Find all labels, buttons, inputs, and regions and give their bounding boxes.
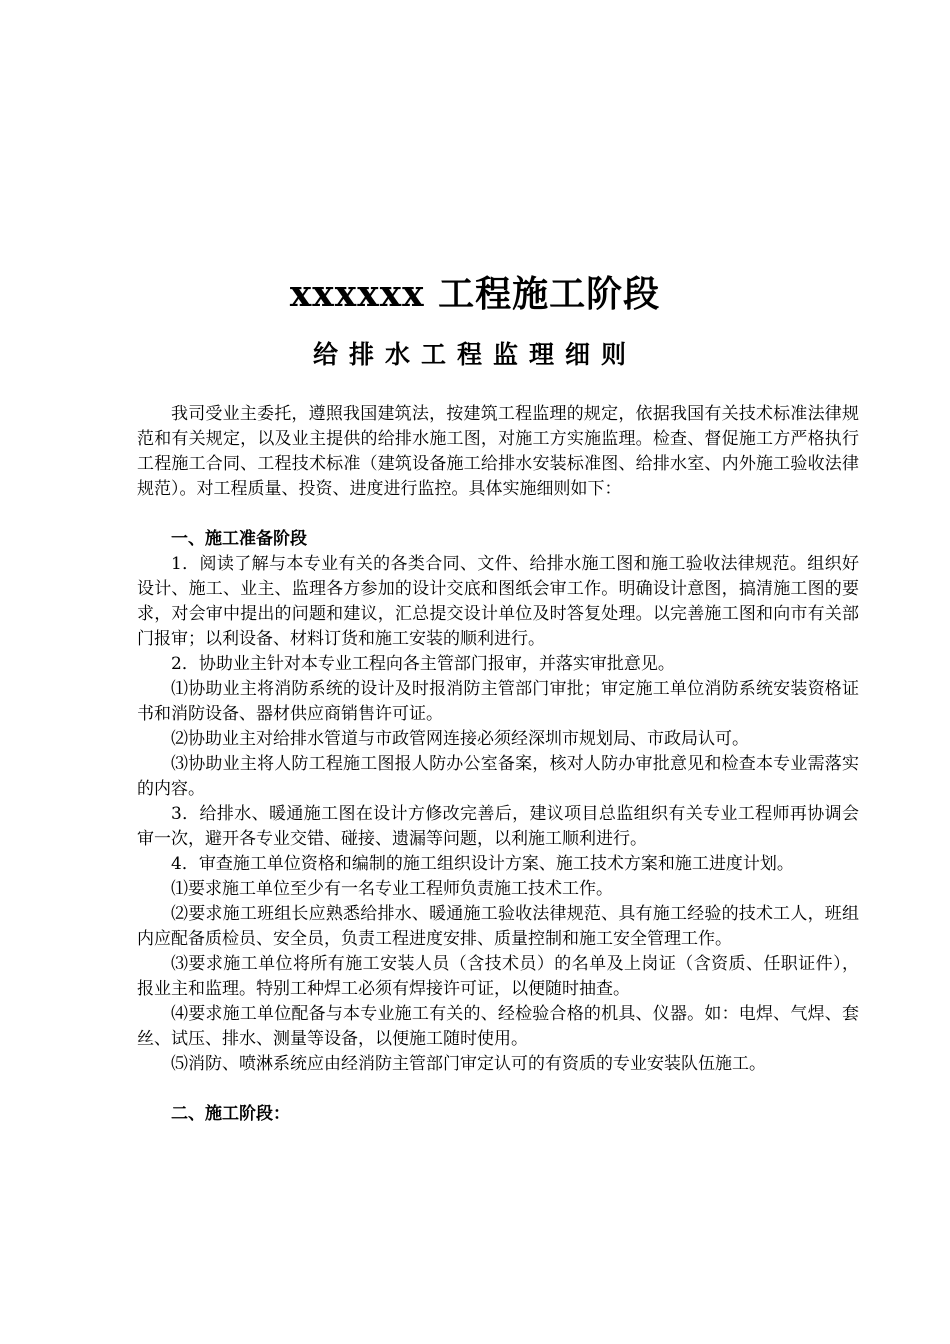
- document-title: xxxxxx 工程施工阶段: [289, 273, 661, 315]
- item-2-2: ⑵协助业主对给排水管道与市政管网连接必须经深圳市规划局、市政局认可。: [171, 729, 749, 749]
- item-3: 3．给排水、暖通施工图在设计方修改完善后，建议项目总监组织有关专业工程师再协调会审一次，避开各专业交错、碰接、遗漏等问题，以利施工顺利进行。: [137, 804, 859, 849]
- item-2: 2．协助业主针对本专业工程向各主管部门报审，并落实审批意见。: [171, 654, 675, 674]
- section-heading-2: 二、施工阶段：: [171, 1104, 290, 1124]
- document-body: [137, 402, 859, 1127]
- paragraph-gap: [137, 502, 859, 527]
- item-4-1: ⑴要求施工单位至少有一名专业工程师负责施工技术工作。: [171, 879, 613, 899]
- paragraph-gap: [137, 1077, 859, 1102]
- item-4-3: ⑶要求施工单位将所有施工安装人员（含技术员）的名单及上岗证（含资质、任职证件），报业主和监理。特别工种焊工必须有焊接许可证，以便随时抽查。: [137, 954, 859, 999]
- item-2-3: ⑶协助业主将人防工程施工图报人防办公室备案，核对人防办审批意见和检查本专业需落实的内容。: [137, 754, 859, 799]
- document-subtitle: 给排水工程监理细则: [312, 340, 637, 369]
- item-4-2: ⑵要求施工班组长应熟悉给排水、暖通施工验收法律规范、具有施工经验的技术工人，班组内应配备质检员、安全员，负责工程进度安排、质量控制和施工安全管理工作。: [137, 904, 859, 949]
- section-heading-1: 一、施工准备阶段: [171, 529, 307, 549]
- item-4-5: ⑸消防、喷淋系统应由经消防主管部门审定认可的有资质的专业安装队伍施工。: [171, 1054, 766, 1074]
- item-4: 4．审查施工单位资格和编制的施工组织设计方案、施工技术方案和施工进度计划。: [171, 854, 794, 874]
- item-2-1: ⑴协助业主将消防系统的设计及时报消防主管部门审批；审定施工单位消防系统安装资格证书和消防设备、器材供应商销售许可证。: [137, 679, 859, 724]
- intro-paragraph: 我司受业主委托，遵照我国建筑法，按建筑工程监理的规定，依据我国有关技术标准法律规范和有关规定，以及业主提供的给排水施工图，对施工方实施监理。检查、督促施工方严格执行工程施工合同、工程技术标准（建筑设备施工给排水安装标准图、给排水室、内外施工验收法律规范）。对工程质量、投资、进度进行监控。具体实施细则如下：: [137, 404, 859, 499]
- item-4-4: ⑷要求施工单位配备与本专业施工有关的、经检验合格的机具、仪器。如：电焊、气焊、套丝、试压、排水、测量等设备，以便施工随时使用。: [137, 1004, 859, 1049]
- item-1: 1．阅读了解与本专业有关的各类合同、文件、给排水施工图和施工验收法律规范。组织好设计、施工、业主、监理各方参加的设计交底和图纸会审工作。明确设计意图，搞清施工图的要求，对会审中提出的问题和建议，汇总提交设计单位及时答复处理。以完善施工图和向市有关部门报审；以利设备、材料订货和施工安装的顺利进行。: [137, 554, 859, 649]
